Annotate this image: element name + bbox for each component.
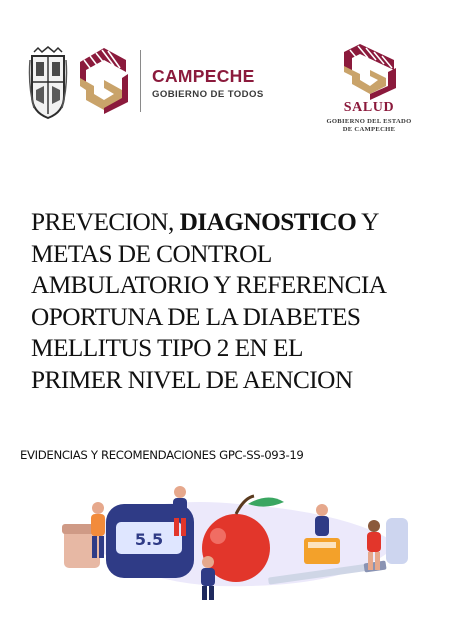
campeche-logo-icon	[76, 46, 132, 116]
brand-name: CAMPECHE	[152, 66, 255, 86]
diabetes-illustration	[58, 474, 418, 606]
document-title	[31, 207, 451, 397]
brand-block	[152, 66, 264, 100]
brand-tagline: GOBIERNO DE TODOS	[152, 89, 264, 100]
title-line: AMBULATORIO Y REFERENCIA	[31, 271, 387, 300]
title-line: METAS DE CONTROL	[31, 239, 272, 268]
glucometer-reading: 5.5	[134, 530, 164, 549]
header-divider	[140, 50, 141, 112]
person-figure	[201, 556, 215, 600]
coat-of-arms-icon	[28, 46, 68, 126]
title-line: PREVECION, DIAGNOSTICO Y	[31, 208, 379, 236]
salud-subtitle	[296, 118, 442, 134]
salud-subtitle-line: DE CAMPECHE	[342, 126, 396, 133]
salud-subtitle-line: GOBIERNO DEL ESTADO	[326, 118, 412, 125]
title-line: MELLITUS TIPO 2 EN EL	[31, 334, 303, 363]
salud-name: SALUD	[343, 100, 395, 115]
title-line: PRIMER NIVEL DE AENCION	[31, 365, 353, 394]
evidence-subtitle: EVIDENCIAS Y RECOMENDACIONES GPC-SS-093-19	[20, 448, 304, 462]
title-line: OPORTUNA DE LA DIABETES	[31, 302, 361, 331]
salud-logo-icon	[330, 44, 408, 100]
person-figure	[315, 504, 329, 536]
